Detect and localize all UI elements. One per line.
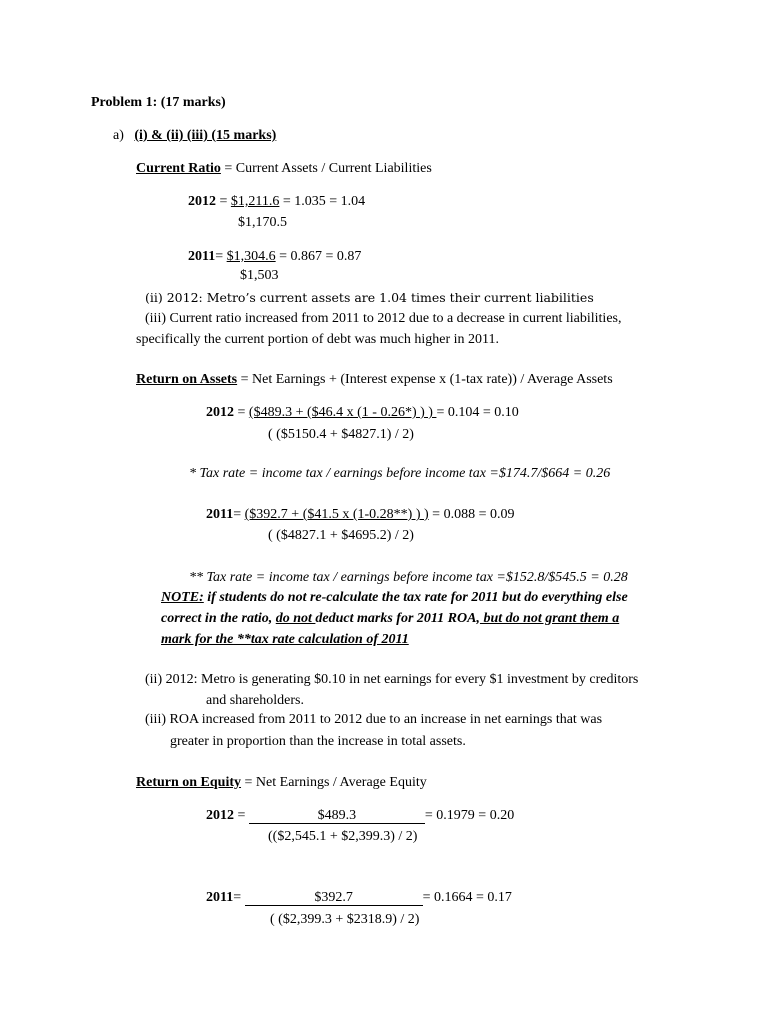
problem-title: Problem 1: (17 marks) xyxy=(91,95,226,110)
roa-note-iii-line2: greater in proportion than the increase in total assets. xyxy=(170,734,466,749)
roa-2011-denominator: ( ($4827.1 + $4695.2) / 2) xyxy=(268,528,414,543)
roe-2011-denominator: ( ($2,399.3 + $2318.9) / 2) xyxy=(270,912,420,927)
roa-note-line1: NOTE: if students do not re-calculate the tax rate for 2011 but do everything else xyxy=(161,590,628,605)
current-ratio-2011-denominator: $1,503 xyxy=(240,268,279,283)
roa-tax-rate-2011: ** Tax rate = income tax / earnings before income tax =$152.8/$545.5 = 0.28 xyxy=(189,570,628,585)
current-ratio-note-ii: (ii) 2012: Metro’s current assets are 1.04 times their current liabilities xyxy=(145,290,594,305)
current-ratio-note-iii-line1: (iii) Current ratio increased from 2011 to 2012 due to a decrease in current liabilities, xyxy=(145,311,622,326)
roa-note-ii-line1: (ii) 2012: Metro is generating $0.10 in net earnings for every $1 investment by creditors xyxy=(145,672,639,687)
current-ratio-2012-denominator: $1,170.5 xyxy=(238,215,287,230)
roa-note-ii-line2: and shareholders. xyxy=(206,693,304,708)
part-a-heading: a) (i) & (ii) (iii) (15 marks) xyxy=(113,128,277,143)
roa-note-line2: correct in the ratio, do not deduct marks for 2011 ROA, but do not grant them a xyxy=(161,611,620,626)
current-ratio-note-iii-line2: specifically the current portion of debt was much higher in 2011. xyxy=(136,332,499,347)
roa-tax-rate-2012: * Tax rate = income tax / earnings before income tax =$174.7/$664 = 0.26 xyxy=(189,466,611,481)
roa-2012: 2012 = ($489.3 + ($46.4 x (1 - 0.26*) ) ) = 0.104 = 0.10 xyxy=(206,405,519,420)
current-ratio-2011: 2011= $1,304.6 = 0.867 = 0.87 xyxy=(188,249,362,264)
roa-2011: 2011= ($392.7 + ($41.5 x (1-0.28**) ) ) = 0.088 = 0.09 xyxy=(206,507,515,522)
current-ratio-formula: Current Ratio = Current Assets / Current Liabilities xyxy=(136,161,432,176)
roe-2012: 2012 = $489.3 = 0.1979 = 0.20 xyxy=(206,808,515,823)
roa-note-iii-line1: (iii) ROA increased from 2011 to 2012 due to an increase in net earnings that was xyxy=(145,712,603,727)
roe-formula: Return on Equity = Net Earnings / Average Equity xyxy=(136,775,427,790)
roa-2012-denominator: ( ($5150.4 + $4827.1) / 2) xyxy=(268,427,414,442)
roe-2012-denominator: (($2,545.1 + $2,399.3) / 2) xyxy=(268,829,418,844)
roa-note-line3: mark for the **tax rate calculation of 2011 xyxy=(161,632,409,647)
roa-formula: Return on Assets = Net Earnings + (Interest expense x (1-tax rate)) / Average Assets xyxy=(136,372,613,387)
current-ratio-2012: 2012 = $1,211.6 = 1.035 = 1.04 xyxy=(188,194,366,209)
roe-2011: 2011= $392.7 = 0.1664 = 0.17 xyxy=(206,890,512,905)
